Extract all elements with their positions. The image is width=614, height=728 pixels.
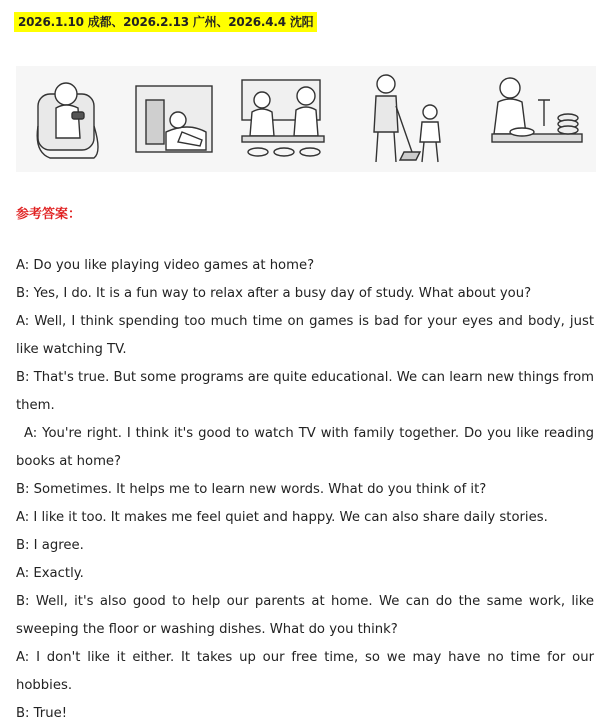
dialogue-line: B: True! [16,706,67,721]
dialogue-line: A: Well, I think spending too much time on games is bad for your eyes and body, just like watching TV. [16,314,594,357]
dialogue-block [16,252,594,728]
washing-dishes-icon [492,78,582,142]
sweeping-floor-icon [374,75,440,162]
dialogue-line: A: You're right. I think it's good to watch TV with family together. Do you like reading books at home? [16,426,594,469]
playing-video-games-icon [37,83,98,158]
dialogue-line: B: Well, it's also good to help our parents at home. We can do the same work, like sweeping the floor or washing dishes. What do you think? [16,594,594,637]
reference-answer-heading: 参考答案： [16,207,82,222]
illustration-strip [16,66,596,172]
dialogue-line: B: Sometimes. It helps me to learn new words. What do you think of it? [16,482,487,497]
dialogue-line: B: That's true. But some programs are quite educational. We can learn new things from them. [16,370,594,413]
dialogue-line: A: I like it too. It makes me feel quiet and happy. We can also share daily stories. [16,510,548,525]
watching-tv-icon [136,86,212,152]
dialogue-line: B: Yes, I do. It is a fun way to relax after a busy day of study. What about you? [16,286,532,301]
date-location-tag: 2026.1.10 成都、2026.2.13 广州、2026.4.4 沈阳 [14,12,317,32]
family-reading-icon [242,80,324,156]
dialogue-line: B: I agree. [16,538,84,553]
dialogue-line: A: I don't like it either. It takes up our free time, so we may have no time for our hobbies. [16,650,594,693]
dialogue-line: A: Exactly. [16,566,84,581]
dialogue-line: A: Do you like playing video games at home? [16,258,315,273]
